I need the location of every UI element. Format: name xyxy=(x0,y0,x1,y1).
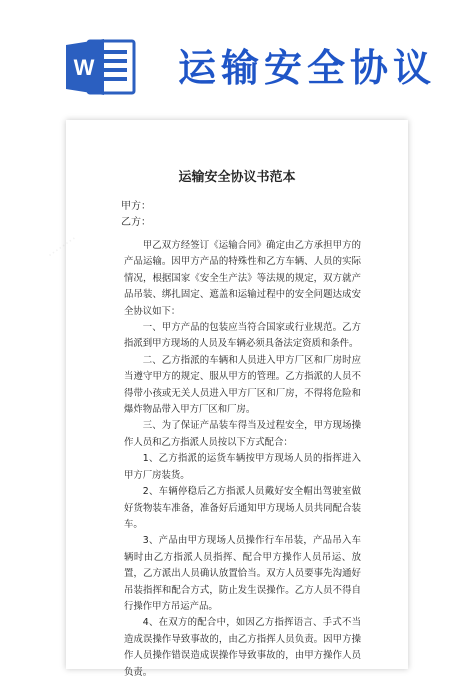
watermark: ········ xyxy=(44,231,81,264)
paragraph-clause-1: 一、甲方产品的包装应当符合国家或行业规范。乙方指派到甲方现场的人员及车辆必须具备法定资质和条件。 xyxy=(124,322,361,350)
paragraph-item-1: 1、乙方指派的运货车辆按甲方现场人员的指挥进入甲方厂房装货。 xyxy=(124,453,361,481)
banner-title: 运输安全协议 xyxy=(178,46,437,90)
paragraph-intro: 甲乙双方经签订《运输合同》确定由乙方承担甲方的产品运输。因甲方产品的特殊性和乙方车辆、人员的实际情况，根据国家《安全生产法》等法规的规定，双方就产品吊装、绑扎固定、遮盖和运输过程中的安全问题达成安全协议如下： xyxy=(124,240,361,317)
paragraph-item-3: 3、产品由甲方现场人员操作行车吊装，产品吊入车辆时由乙方指派人员指挥、配合甲方操作人员吊运、放置，乙方派出人员确认放置恰当。双方人员要事先沟通好吊装指挥和配合方式，防止发生误操作。乙方人员不得自行操作甲方吊运产品。 xyxy=(124,535,361,612)
paragraph-clause-2: 二、乙方指派的车辆和人员进入甲方厂区和厂房时应当遵守甲方的规定、服从甲方的管理。乙方指派的人员不得带小孩或无关人员进入甲方厂区和厂房，不得将危险和爆炸物品带入甲方厂区和厂房。 xyxy=(124,354,361,416)
word-logo-letter: W xyxy=(73,55,95,80)
paragraph-clause-3: 三、为了保证产品装车得当及过程安全，甲方现场操作人员和乙方指派人员按以下方式配合： xyxy=(124,420,361,448)
banner xyxy=(0,0,474,112)
paragraph-item-4: 4、在双方的配合中，如因乙方指挥语言、手式不当造成误操作导致事故的，由乙方指挥人员负责。因甲方操作人员操作错误造成误操作导致事故的，由甲方操作人员负责。 xyxy=(124,617,361,678)
party-b-label: 乙方： xyxy=(121,217,151,228)
paragraph-item-2: 2、车辆停稳后乙方指派人员戴好安全帽出驾驶室做好货物装车准备，准备好后通知甲方现场人员共同配合装车。 xyxy=(124,486,361,530)
document-page xyxy=(44,120,408,678)
document-title: 运输安全协议书范本 xyxy=(178,170,296,185)
document-body xyxy=(124,238,361,681)
word-logo-icon xyxy=(64,37,140,97)
party-a-label: 甲方： xyxy=(121,201,151,212)
